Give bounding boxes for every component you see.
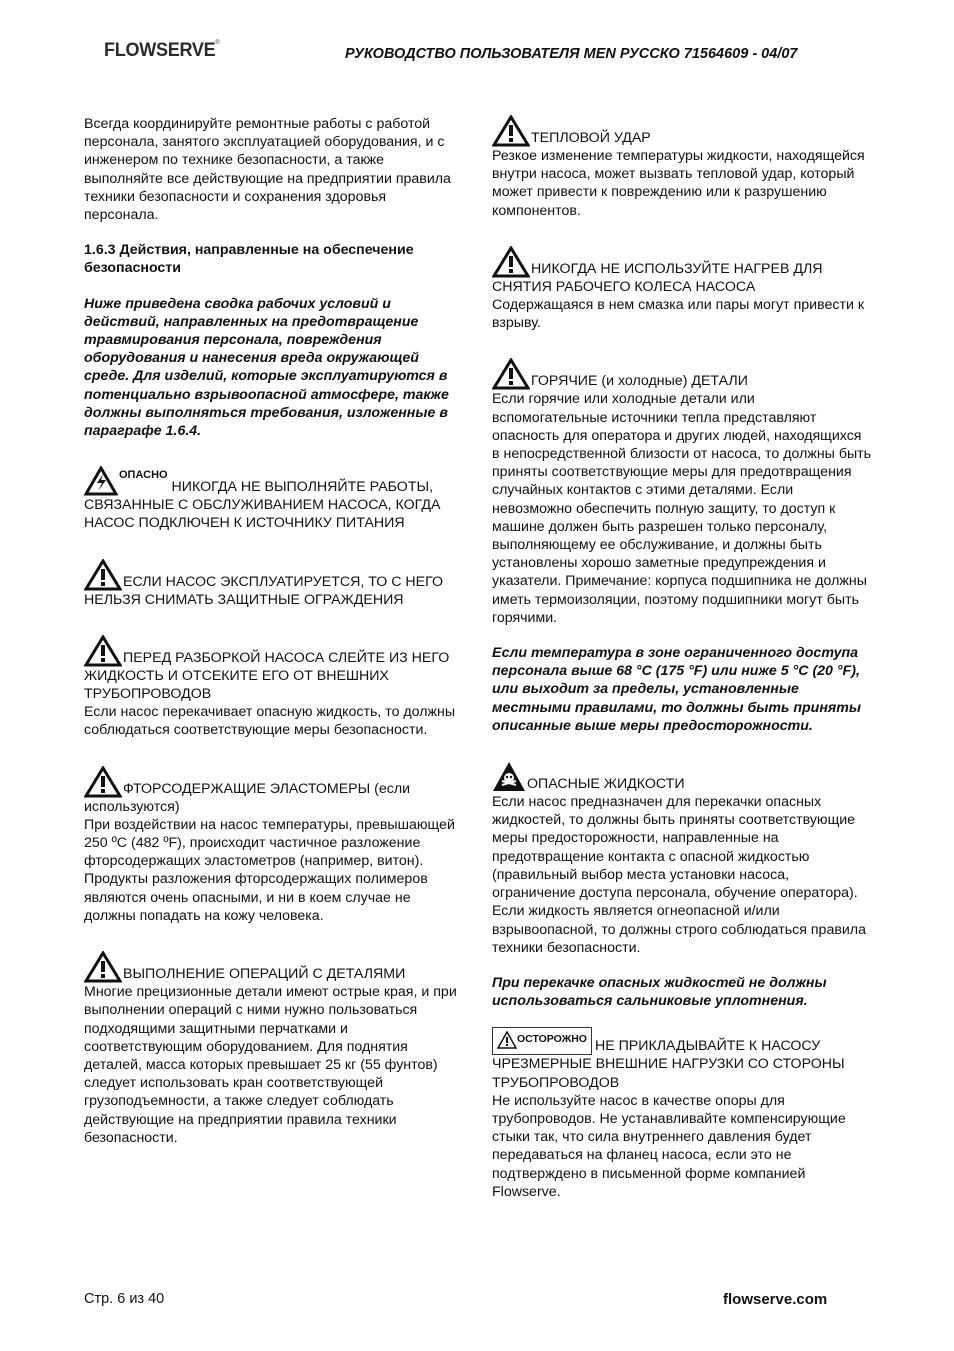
warning-hazard-liquids-body: Если насос предназначен для перекачки опасных жидкостей, то должны быть приняты соответствующие меры предосторожности, направленные на предотвращение контакта с опасной жидкостью (правильный выбор места установки насоса, ограничение доступа персонала, обучение оператора). Если жидкость является огнеопасной и/или взрывоопасной, то должны строго соблюдаться правила техники безопасности. <box>492 794 866 956</box>
warning-hazard-liquids-title: ОПАСНЫЕ ЖИДКОСТИ <box>527 775 685 792</box>
warning-hazard-liquids <box>492 761 872 793</box>
section-title: 1.6.3 Действия, направленные на обеспечение безопасности <box>84 242 414 277</box>
warning-parts <box>84 951 462 983</box>
warning-triangle-icon <box>497 1031 517 1049</box>
intro-paragraph: Всегда координируйте ремонтные работы с работой персонала, занятого эксплуатацией оборудования, и с инженером по технике безопасности, а также выполняйте все действующие на предприятии правила техники безопасности и сохранения здоровья персонала. <box>84 116 451 224</box>
warning-drain-title: ПЕРЕД РАЗБОРКОЙ НАСОСА СЛЕЙТЕ ИЗ НЕГО ЖИДКОСТЬ И ОТСЕКИТЕ ЕГО ОТ ВНЕШНИХ ТРУБОПРОВОДОВ <box>84 649 450 703</box>
warning-elastomers <box>84 766 462 816</box>
warning-elastomers-body1: При воздействии на насос температуры, превышающей 250 ºC (482 ºF), происходит частичное разложение фторсодержащих эластометров (например, витон). <box>84 816 455 870</box>
website-link[interactable]: flowserve.com <box>723 1291 828 1308</box>
warning-triangle-icon <box>84 766 122 798</box>
toxic-hazard-icon <box>492 761 526 793</box>
warning-elastomers-body2: Продукты разложения фторсодержащих полимеров являются очень опасными, и ни в коем случае не должны попадать на кожу человека. <box>84 871 428 924</box>
warning-parts-body: Многие прецизионные детали имеют острые края, и при выполнении операций с ними нужно пользоваться подходящими защитными перчатками и соответствующим оборудованием. Для поднятия деталей, масса которых превышает 25 кг (55 фунтов) следует использовать кран соответствующей грузоподъемности, а также следует соблюдать действующие на предприятии правила техники безопасности. <box>84 984 457 1146</box>
danger-label: ОПАСНО <box>119 469 168 482</box>
left-column <box>84 115 462 1147</box>
warning-triangle-icon <box>492 115 530 147</box>
warning-triangle-icon <box>84 466 118 496</box>
right-column <box>492 115 872 1201</box>
warning-triangle-icon <box>492 358 530 390</box>
gland-packing-note: При перекачке опасных жидкостей не должны использоваться сальниковые уплотнения. <box>492 974 827 1010</box>
summary-paragraph: Ниже приведена сводка рабочих условий и действий, направленных на предотвращение травмирования персонала, повреждения оборудования и нанесения вреда окружающей среде. Для изделий, которые эксплуатируются в потенциально взрывоопасной атмосфере, также должны выполняться требования, изложенные в параграфе 1.6.4. <box>84 295 449 440</box>
warning-parts-title: ВЫПОЛНЕНИЕ ОПЕРАЦИЙ С ДЕТАЛЯМИ <box>123 965 406 982</box>
warning-thermal <box>492 115 872 147</box>
warning-guards <box>84 559 462 609</box>
warning-power <box>84 466 462 532</box>
warning-power-text: НИКОГДА НЕ ВЫПОЛНЯЙТЕ РАБОТЫ, СВЯЗАННЫЕ С ОБСЛУЖИВАНИЕМ НАСОСА, КОГДА НАСОС ПОДКЛЮЧЕН К ИСТОЧНИКУ ПИТАНИЯ <box>84 479 441 532</box>
warning-thermal-title: ТЕПЛОВОЙ УДАР <box>531 129 651 146</box>
warning-heat-body: Содержащаяся в нем смазка или пары могут привести к взрыву. <box>492 297 865 332</box>
warning-thermal-body: Резкое изменение температуры жидкости, находящейся внутри насоса, может вызвать тепловой удар, который может привести к повреждению или к разрушению компонентов. <box>492 148 865 219</box>
flowserve-logo: FLOWSERVE® <box>104 40 220 61</box>
warning-pipe-loads-body: Не используйте насос в качестве опоры для трубопроводов. Не устанавливайте компенсирующие стыки так, что сила внутреннего давления будет передаваться на фланец насоса, если это не подтверждено в письменной форме компанией Flowserve. <box>492 1092 846 1200</box>
caution-label: ОСТОРОЖНО <box>517 1033 587 1046</box>
warning-hot-parts-body: Если горячие или холодные детали или вспомогательные источники тепла представляют опасность для оператора и других людей, находящихся в непосредственной близости от насоса, то должны быть приняты соответствующие меры для предотвращения случайных контактов с этими деталями. Если невозможно обеспечить полную защиту, то доступ к машине должен быть разрешен только персоналу, выполняющему ее обслуживание, и должны быть установлены хорошо заметные предупреждения и указатели. Примечание: корпуса подшипника не должны иметь термоизоляции, поэтому подшипники могут быть горячими. <box>492 391 872 626</box>
warning-triangle-icon <box>84 559 122 591</box>
warning-triangle-icon <box>492 246 530 278</box>
warning-triangle-icon <box>84 635 122 667</box>
warning-guards-text: ЕСЛИ НАСОС ЭКСПЛУАТИРУЕТСЯ, ТО С НЕГО НЕЛЬЗЯ СНИМАТЬ ЗАЩИТНЫЕ ОГРАЖДЕНИЯ <box>84 573 444 608</box>
warning-heat-title: НИКОГДА НЕ ИСПОЛЬЗУЙТЕ НАГРЕВ ДЛЯ СНЯТИЯ РАБОЧЕГО КОЛЕСА НАСОСА <box>492 260 823 295</box>
warning-elastomers-title: ФТОРСОДЕРЖАЩИЕ ЭЛАСТОМЕРЫ (если используются) <box>84 780 411 815</box>
warning-drain <box>84 635 462 703</box>
page-header: РУКОВОДСТВО ПОЛЬЗОВАТЕЛЯ MEN РУССКО 71564609 - 04/07 <box>345 46 798 62</box>
temperature-note: Если температура в зоне ограниченного доступа персонала выше 68 °C (175 °F) или ниже 5 °C (20 °F), или выходит за пределы, установленные местными правилами, то должны быть приняты описанные выше меры предосторожности. <box>492 645 861 734</box>
warning-heat <box>492 246 872 296</box>
warning-hot-parts <box>492 358 872 390</box>
warning-hot-parts-title: ГОРЯЧИЕ (и холодные) ДЕТАЛИ <box>531 373 748 390</box>
warning-triangle-icon <box>84 951 122 983</box>
warning-drain-body: Если насос перекачивает опасную жидкость, то должны соблюдаться соответствующие меры безопасности. <box>84 704 456 739</box>
warning-pipe-loads-title: НЕ ПРИКЛАДЫВАЙТЕ К НАСОСУ ЧРЕЗМЕРНЫЕ ВНЕШНИЕ НАГРУЗКИ СО СТОРОНЫ ТРУБОПРОВОДОВ <box>492 1038 845 1091</box>
caution-box <box>492 1027 592 1055</box>
page-number: Стр. 6 из 40 <box>84 1291 165 1307</box>
warning-pipe-loads <box>492 1027 872 1091</box>
